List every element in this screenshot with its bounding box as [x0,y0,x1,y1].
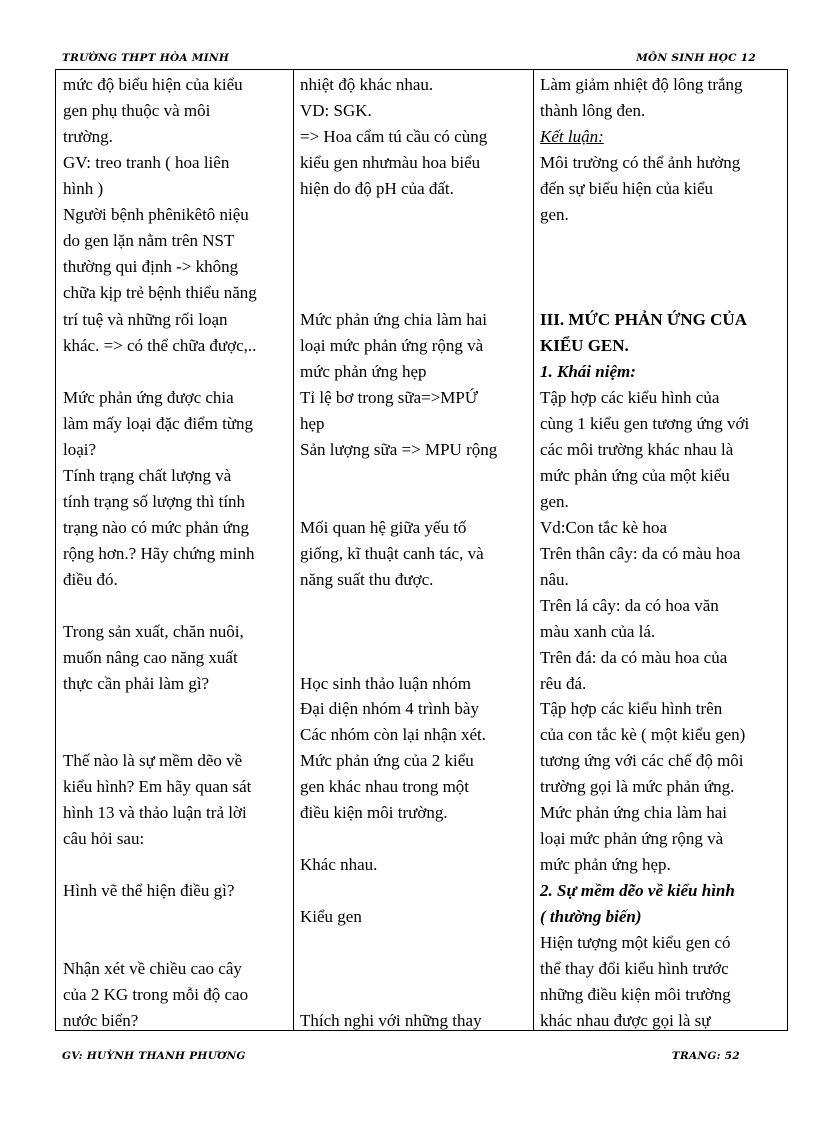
text-line: điều kiện môi trường. [300,803,448,822]
text-line: Vd:Con tắc kè hoa [540,518,667,537]
text-line: Người bệnh phênikêtô niệu [63,205,249,224]
text-line: Tập hợp các kiểu hình trên [540,699,723,718]
text-line: Nhận xét về chiều cao cây [63,959,242,978]
text-line: Mức phản ứng được chia [63,388,234,407]
teacher-activity-column [56,70,294,1030]
text-line: Mức phản ứng của 2 kiểu [300,751,474,770]
page-header [62,52,756,66]
text-line: Làm giảm nhiệt độ lông trắng [540,75,743,94]
text-line: mức độ biểu hiện của kiểu [63,75,243,94]
text-line: những điều kiện môi trường [540,985,731,1004]
page-number: TRANG: 52 [671,1050,740,1062]
text-line: kiểu gen nhưmàu hoa biểu [300,153,481,172]
text-line: thành lông đen. [540,101,646,120]
text-line: mức phản ứng hẹp [300,362,427,381]
text-line: nâu. [540,570,569,589]
text-line: do gen lặn nằm trên NST [63,231,235,250]
text-line: => Hoa cẩm tú cầu có cùng [300,127,488,146]
text-line: Tập hợp các kiểu hình của [540,388,720,407]
text-line: Sản lượng sữa => MPU rộng [300,440,498,459]
text-line: Tỉ lệ bơ trong sữa=>MPỨ [300,388,479,407]
text-line: rêu đá. [540,674,587,693]
text-line: màu xanh của lá. [540,622,656,641]
conclusion-heading: Kết luận: [540,127,604,146]
text-line: mức phản ứng của một kiểu [540,466,730,485]
content-column [533,70,787,1030]
text-line: Hình vẽ thể hiện điều gì? [63,881,235,900]
text-line: năng suất thu được. [300,570,434,589]
text-line: nhiệt độ khác nhau. [300,75,434,94]
subject-name: MÔN SINH HỌC 12 [636,52,756,64]
section-heading: KIỂU GEN. [540,336,629,355]
text-line: điều đó. [63,570,118,589]
student-activity-column [293,70,534,1030]
teacher-name: GV: HUỲNH THANH PHƯƠNG [62,1050,246,1062]
text-line: thể thay đổi kiểu hình trước [540,959,729,978]
text-line: đến sự biểu hiện của kiểu [540,179,714,198]
text-line: làm mấy loại đặc điểm từng [63,414,254,433]
text-line: tương ứng với các chế độ môi [540,751,744,770]
text-line: hình 13 và thảo luận trả lời [63,803,247,822]
text-line: của 2 KG trong mỗi độ cao [63,985,249,1004]
text-line: gen. [540,205,569,224]
text-line: Các nhóm còn lại nhận xét. [300,725,487,744]
text-line: Mối quan hệ giữa yếu tố [300,518,467,537]
school-name: TRƯỜNG THPT HÒA MINH [62,52,230,64]
subsection-heading: ( thường biến) [540,907,642,926]
text-line: rộng hơn.? Hãy chứng minh [63,544,255,563]
text-line: giống, kĩ thuật canh tác, và [300,544,484,563]
text-line: Kiểu gen [300,907,362,926]
text-line: Trong sản xuất, chăn nuôi, [63,622,244,641]
text-line: Mức phản ứng chia làm hai [540,803,727,822]
text-line: Trên đá: da có màu hoa của [540,648,728,667]
text-line: hình ) [63,179,104,198]
text-line: gen khác nhau trong một [300,777,470,796]
text-line: chữa kịp trẻ bệnh thiểu năng [63,283,257,302]
text-line: gen phụ thuộc và môi [63,101,211,120]
text-line: Mức phản ứng chia làm hai [300,310,487,329]
section-heading: III. MỨC PHẢN ỨNG CỦA [540,310,747,329]
text-line: nước biển? [63,1011,139,1030]
text-line: các môi trường khác nhau là [540,440,734,459]
text-line: của con tắc kè ( một kiểu gen) [540,725,746,744]
text-line: Học sinh thảo luận nhóm [300,674,471,693]
text-line: khác nhau được gọi là sự [540,1011,711,1030]
subsection-heading: 1. Khái niệm: [540,362,636,381]
text-line: muốn nâng cao năng xuất [63,648,238,667]
text-line: Môi trường có thể ảnh hưởng [540,153,741,172]
text-line: Thích nghi với những thay [300,1011,482,1030]
text-line: loại mức phản ứng rộng và [300,336,484,355]
text-line: thường qui định -> không [63,257,239,276]
text-line: loại? [63,440,97,459]
text-line: trí tuệ và những rối loạn [63,310,228,329]
text-line: VD: SGK. [300,101,372,120]
lesson-table [55,69,788,1031]
text-line: Tính trạng chất lượng và [63,466,232,485]
text-line: khác. => có thể chữa được,.. [63,336,257,355]
text-line: GV: treo tranh ( hoa liên [63,153,230,172]
text-line: Hiện tượng một kiểu gen có [540,933,731,952]
text-line: câu hỏi sau: [63,829,145,848]
text-line: thực cần phải làm gì? [63,674,210,693]
subsection-heading: 2. Sự mềm dẽo về kiểu hình [540,881,735,900]
text-line: Khác nhau. [300,855,378,874]
text-line: hiện do độ pH của đất. [300,179,454,198]
text-line: kiểu hình? Em hãy quan sát [63,777,252,796]
text-line: Thế nào là sự mềm dẽo về [63,751,243,770]
text-line: gen. [540,492,569,511]
text-line: trường. [63,127,113,146]
text-line: trường gọi là mức phản ứng. [540,777,735,796]
text-line: trạng nào có mức phản ứng [63,518,250,537]
text-line: cùng 1 kiểu gen tương ứng với [540,414,750,433]
text-line: mức phản ứng hẹp. [540,855,671,874]
page-footer [62,1050,740,1064]
text-line: hẹp [300,414,325,433]
text-line: Đại diện nhóm 4 trình bày [300,699,479,718]
text-line: Trên lá cây: da có hoa văn [540,596,719,615]
text-line: loại mức phản ứng rộng và [540,829,724,848]
text-line: Trên thân cây: da có màu hoa [540,544,741,563]
text-line: tính trạng số lượng thì tính [63,492,246,511]
